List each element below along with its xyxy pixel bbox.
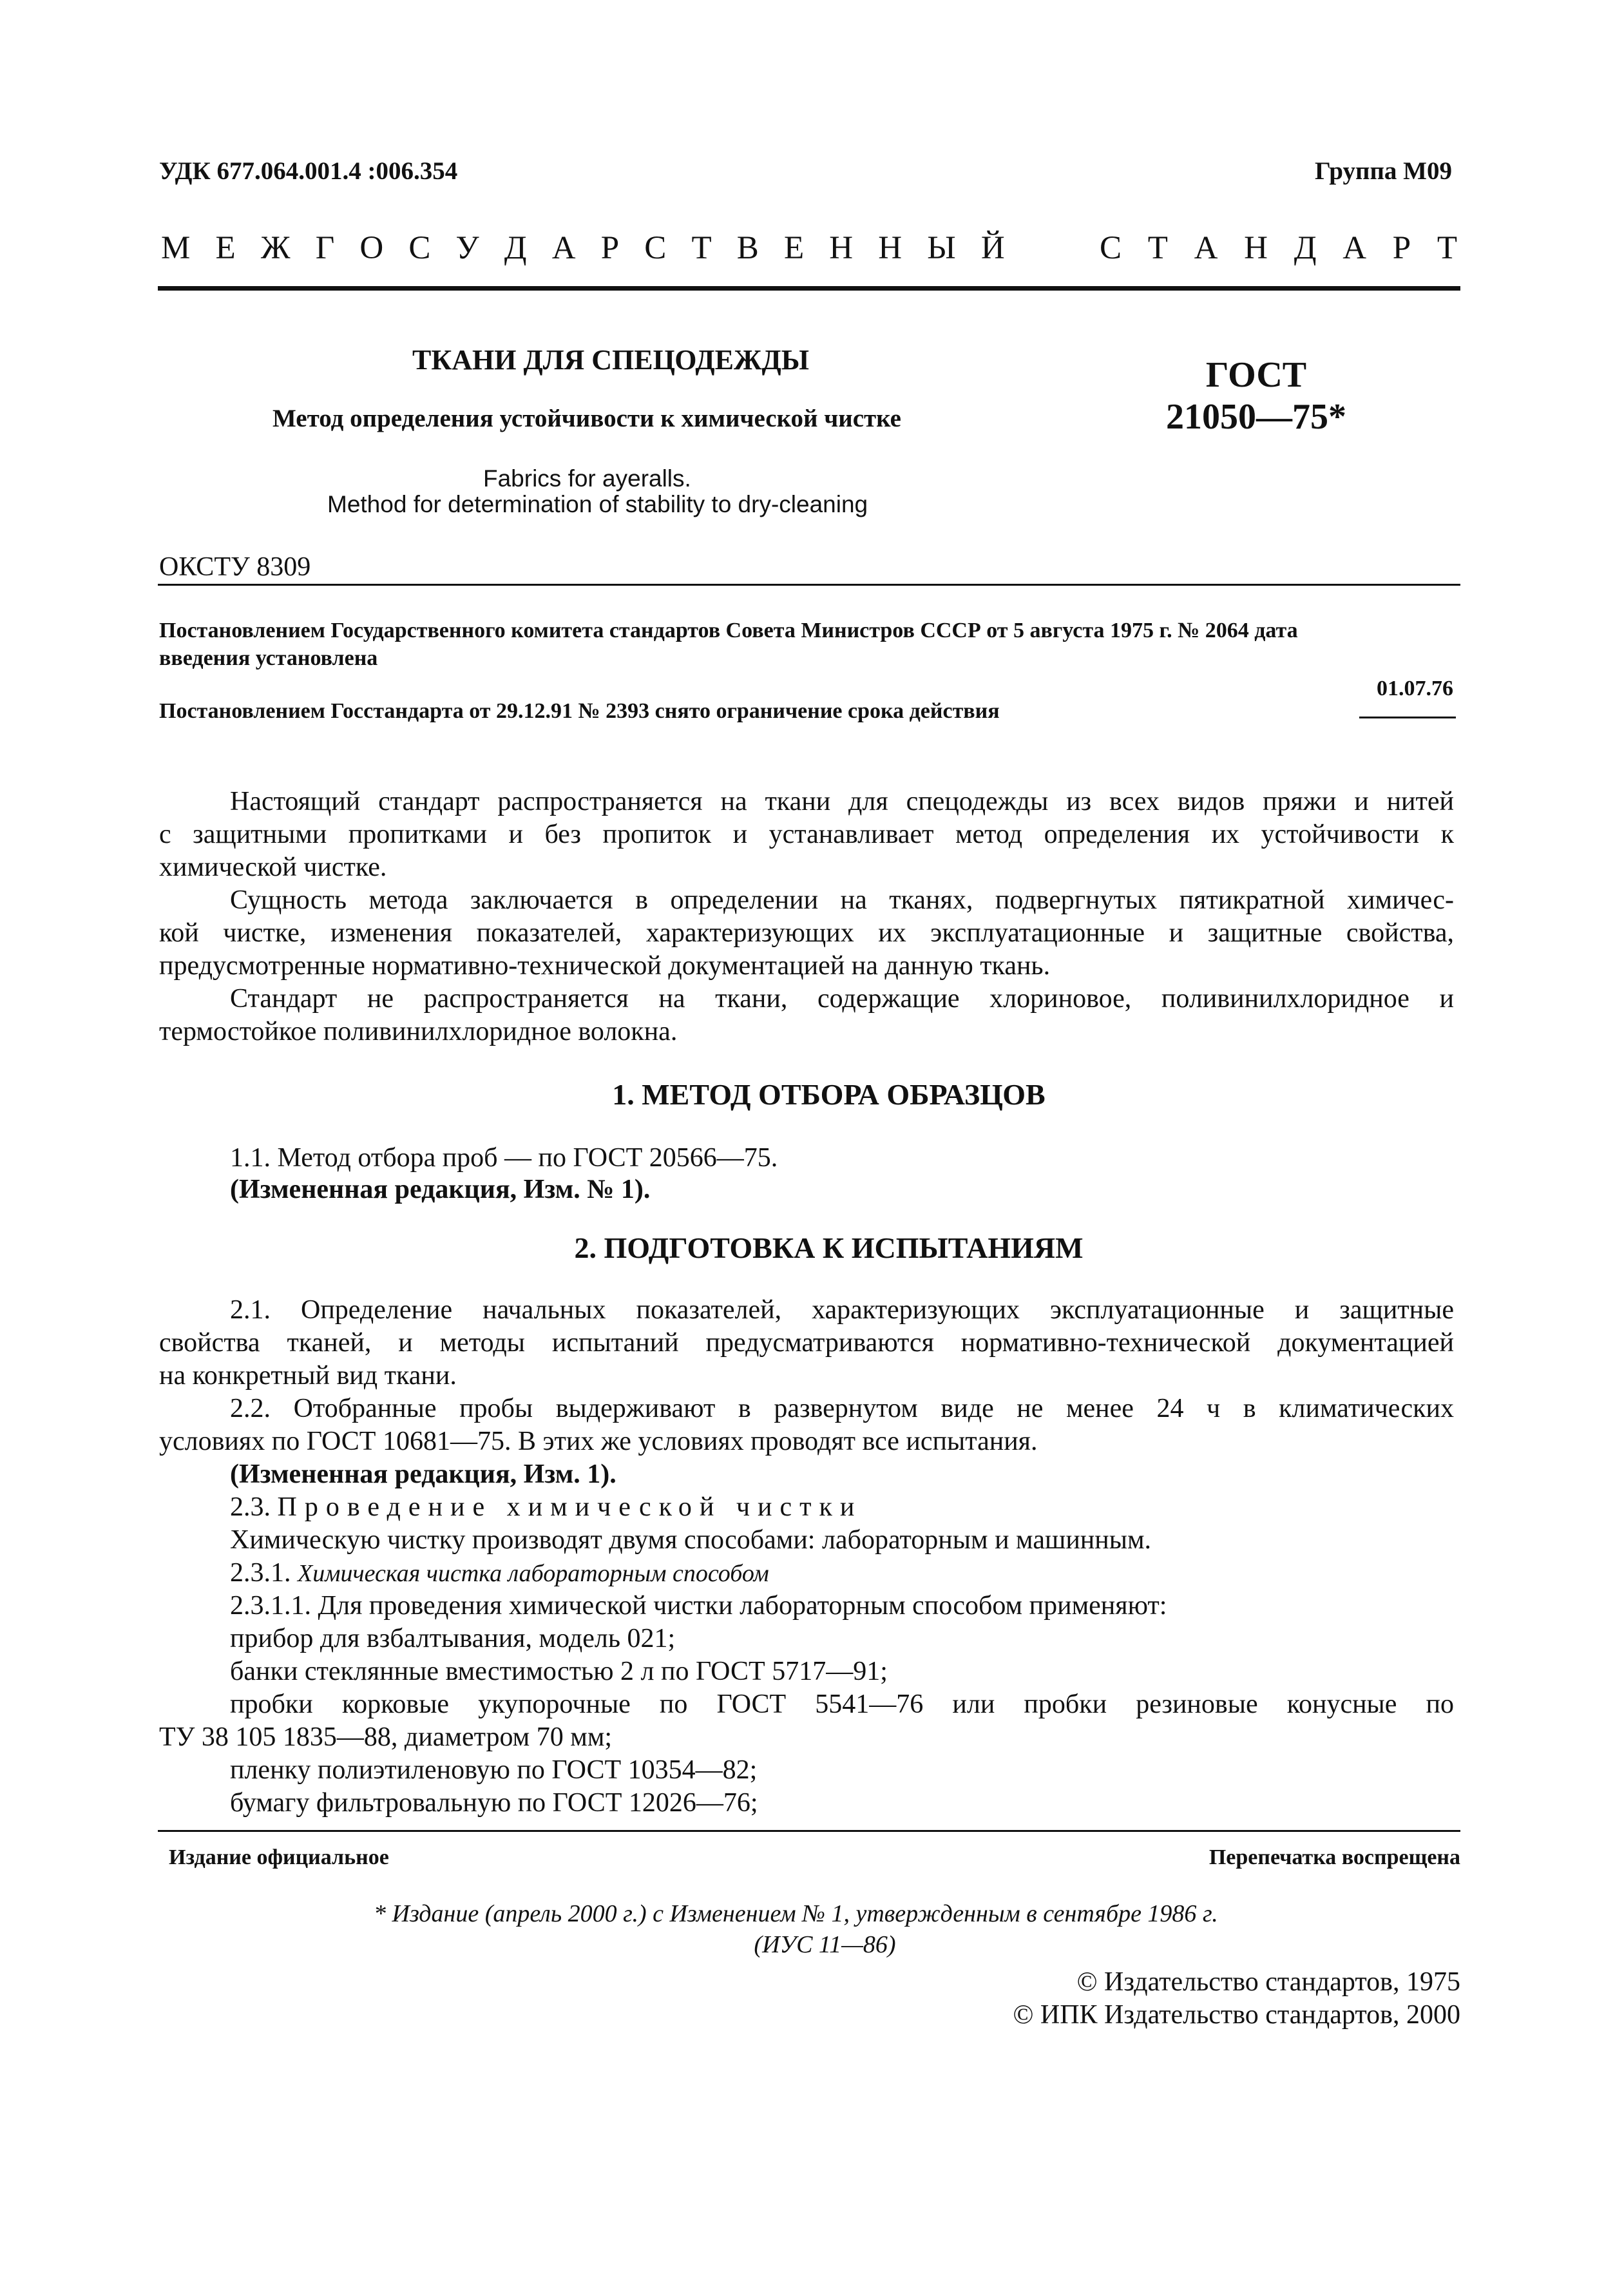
document-title: ТКАНИ ДЛЯ СПЕЦОДЕЖДЫ: [412, 344, 809, 376]
reprint-prohibited: Перепечатка воспрещена: [1208, 1845, 1460, 1869]
banner-letter: Н: [878, 230, 903, 266]
intro-p1-line3: химической чистке.: [159, 852, 387, 882]
banner-letter: Г: [315, 230, 335, 266]
banner-letter: Ж: [260, 230, 291, 266]
date-underline: [1359, 717, 1456, 718]
banner-letter: Н: [1244, 230, 1268, 266]
item-2-3-1-number: 2.3.1.: [230, 1558, 291, 1588]
item-2-1-line1: 2.1. Определение начальных показателей, характеризующих эксплуатационные и защитные: [230, 1295, 1454, 1325]
intro-p2-line1: Сущность метода заключается в определении на тканях, подвергнутых пятикратной химичес-: [230, 885, 1454, 915]
intro-p3-line2: термостойкое поливинилхлоридное волокна.: [159, 1017, 678, 1046]
item-2-3-1-title: Химическая чистка лабораторным способом: [298, 1560, 769, 1587]
banner-letter: Ы: [927, 230, 956, 266]
banner-letter: В: [736, 230, 759, 266]
banner-letter: С: [644, 230, 667, 266]
equipment-item-5: бумагу фильтровальную по ГОСТ 12026—76;: [230, 1788, 758, 1818]
banner-letter: У: [455, 230, 479, 266]
document-subtitle: Метод определения устойчивости к химической чистке: [272, 405, 901, 432]
udk-code: УДК 677.064.001.4 :006.354: [159, 157, 458, 185]
intro-p2-line3: предусмотренные нормативно-технической документацией на данную ткань.: [159, 951, 1051, 981]
footer-rule: [158, 1830, 1460, 1832]
english-subtitle: Method for determination of stability to dry-cleaning: [327, 491, 868, 517]
banner-letter: С: [1100, 230, 1122, 266]
banner-letter: Й: [980, 230, 1005, 266]
item-2-3-text: Химическую чистку производят двумя способами: лабораторным и машинным.: [230, 1525, 1152, 1555]
section-1-heading: 1. МЕТОД ОТБОРА ОБРАЗЦОВ: [612, 1078, 1046, 1111]
gost-number: 21050—75*: [1166, 397, 1346, 437]
banner-letter: Д: [504, 230, 527, 266]
decree-line-3: Постановлением Госстандарта от 29.12.91 № 2393 снято ограничение срока действия: [159, 699, 1000, 723]
item-2-3-1: [230, 1557, 769, 1588]
equipment-item-2: банки стеклянные вместимостью 2 л по ГОСТ 5717—91;: [230, 1657, 888, 1686]
banner-letter: А: [1342, 230, 1367, 266]
official-edition: Издание официальное: [169, 1845, 389, 1869]
banner-standard: [1100, 229, 1457, 267]
okstu-code: ОКСТУ 8309: [159, 552, 311, 582]
item-1-1: 1.1. Метод отбора проб — по ГОСТ 20566—75.: [230, 1143, 778, 1173]
banner-letter: М: [161, 230, 191, 266]
banner-letter: А: [551, 230, 576, 266]
banner-standard-text: [1100, 229, 1457, 267]
equipment-item-4: пленку полиэтиленовую по ГОСТ 10354—82;: [230, 1755, 758, 1785]
banner-letter: Т: [1147, 230, 1168, 266]
edition-note: * Издание (апрель 2000 г.) с Изменением № 1, утвержденным в сентябре 1986 г.: [374, 1900, 1218, 1927]
banner-interstate-text: [161, 229, 1005, 267]
intro-p2-line2: кой чистке, изменения показателей, характеризующих их эксплуатационные и защитные свойства,: [159, 918, 1454, 948]
banner-letter: С: [408, 230, 431, 266]
banner-letter: А: [1194, 230, 1218, 266]
section-2-heading: 2. ПОДГОТОВКА К ИСПЫТАНИЯМ: [574, 1231, 1084, 1264]
equipment-item-1: прибор для взбалтывания, модель 021;: [230, 1624, 676, 1653]
banner-letter: Т: [691, 230, 712, 266]
intro-p1-line2: с защитными пропитками и без пропиток и устанавливает метод определения их устойчивости к: [159, 820, 1454, 849]
copyright-2000: © ИПК Издательство стандартов, 2000: [1013, 2000, 1460, 2030]
banner-letter: Е: [215, 230, 236, 266]
english-title: Fabrics for ayeralls.: [483, 465, 691, 492]
banner-interstate: [161, 229, 1005, 267]
introduction-date: 01.07.76: [1377, 677, 1453, 700]
section-1-revision: (Измененная редакция, Изм. № 1).: [230, 1175, 651, 1204]
group-code: Группа М09: [1314, 157, 1452, 185]
banner-letter: Р: [1392, 230, 1411, 266]
equipment-item-3: пробки корковые укупорочные по ГОСТ 5541—76 или пробки резиновые конусные по: [230, 1690, 1454, 1719]
banner-letter: Е: [783, 230, 805, 266]
item-2-1-line2: свойства тканей, и методы испытаний предусматриваются нормативно-технической документацией: [159, 1328, 1454, 1358]
item-2-1-line3: на конкретный вид ткани.: [159, 1361, 457, 1391]
title-rule: [158, 584, 1460, 586]
item-2-3-title: Проведение химической чистки: [277, 1492, 863, 1522]
item-2-2-line1: 2.2. Отобранные пробы выдерживают в развернутом виде не менее 24 ч в климатических: [230, 1394, 1454, 1423]
item-2-3: [230, 1492, 862, 1523]
item-2-3-1-1: 2.3.1.1. Для проведения химической чистки лабораторным способом применяют:: [230, 1591, 1167, 1621]
intro-p1-line1: Настоящий стандарт распространяется на ткани для спецодежды из всех видов пряжи и нитей: [230, 787, 1454, 816]
copyright-1975: © Издательство стандартов, 1975: [1076, 1967, 1460, 1997]
item-2-3-number: 2.3.: [230, 1492, 271, 1522]
gost-label: ГОСТ: [1205, 355, 1307, 395]
banner-letter: Р: [600, 230, 620, 266]
banner-letter: О: [359, 230, 384, 266]
header-rule: [158, 286, 1460, 291]
banner-letter: Д: [1294, 230, 1317, 266]
section-2-revision: (Измененная редакция, Изм. 1).: [230, 1459, 616, 1489]
decree-line-1: Постановлением Государственного комитета стандартов Совета Министров СССР от 5 августа 1975 г. № 2064 дата: [159, 619, 1298, 642]
equipment-item-3-cont: ТУ 38 105 1835—88, диаметром 70 мм;: [159, 1722, 613, 1752]
banner-letter: Т: [1437, 230, 1457, 266]
decree-line-2: введения установлена: [159, 646, 378, 670]
ius-note: (ИУС 11—86): [754, 1931, 896, 1958]
intro-p3-line1: Стандарт не распространяется на ткани, содержащие хлориновое, поливинилхлоридное и: [230, 984, 1454, 1014]
banner-letter: Н: [829, 230, 854, 266]
item-2-2-line2: условиях по ГОСТ 10681—75. В этих же условиях проводят все испытания.: [159, 1427, 1038, 1456]
